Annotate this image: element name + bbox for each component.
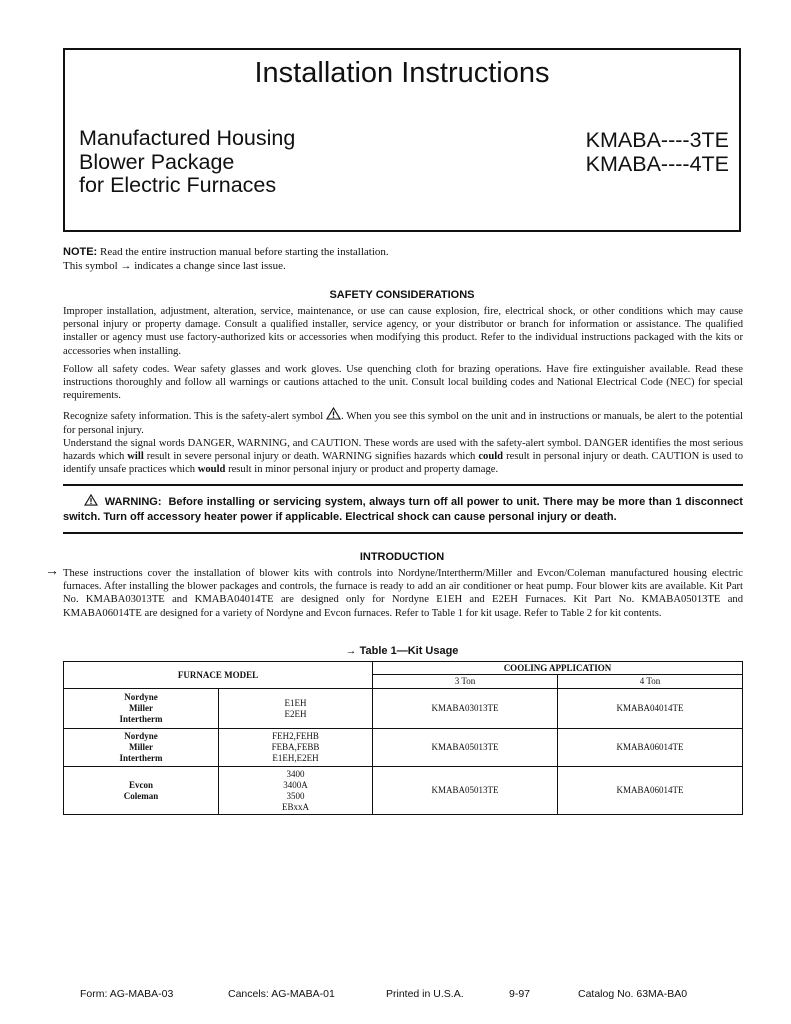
- model-number: KMABA----4TE: [585, 152, 729, 176]
- brand: Coleman: [123, 790, 159, 801]
- warning-top-rule: [63, 484, 743, 486]
- model-cell: [219, 767, 373, 815]
- warning-icon: [84, 494, 98, 510]
- emphasis-would: would: [197, 464, 226, 476]
- emphasis-could: could: [478, 451, 504, 463]
- introduction-heading: INTRODUCTION: [359, 551, 445, 563]
- subtitle-line: Manufactured Housing: [79, 126, 296, 150]
- column-header-3-ton: 3 Ton: [373, 675, 558, 689]
- note-text: Read the entire instruction manual before starting the installation.: [99, 246, 389, 258]
- introduction-paragraph: These instructions cover the installation of blower kits with controls into Nordyne/Intertherm/Miller and Evcon/Coleman manufactured housing electric furnaces. After installing the blower packages and controls, the furnace is ready to add an air conditioner or heat pump. Four blower kits are available. Kit Part No. KMABA03013TE and KMABA04014TE are designed only for Nordyne E1EH and E2EH Furnaces. Kit Part No. KMABA05013TE and KMABA06014TE are designed for a variety of Nordyne and Evcon furnaces. Refer to Table 1 for kit usage. Refer to Table 2 for kit contents.: [63, 568, 743, 619]
- safety-paragraph-3: [63, 407, 743, 437]
- furnace-model: FEBA,FEBB: [271, 742, 320, 752]
- signal-words-text: Understand the signal words DANGER, WARNING, and CAUTION. These words are used with the safety-alert symbol. DANGER identifies the most serious hazards which: [63, 438, 743, 463]
- model-cell: [219, 729, 373, 767]
- note-symbol-line: This symbol → indicates a change since last issue.: [63, 259, 286, 272]
- kit-usage-table: [63, 661, 743, 815]
- signal-words-text: result in minor personal injury or product and property damage.: [228, 464, 499, 476]
- warning-bottom-rule: [63, 532, 743, 534]
- emphasis-will: will: [127, 451, 144, 463]
- column-header-4-ton: 4 Ton: [558, 675, 743, 689]
- table-row: [64, 729, 743, 767]
- safety-paragraph-1: Improper installation, adjustment, alteration, service, maintenance, or use can cause explosion, fire, electrical shock, or other conditions which may cause personal injury or property damage. Consult a qualified installer, service agency, or your distributor or branch for information or assistance. The qualified installer or agency must use factory-authorized kits or accessories when modifying this product. Refer to the individual instructions packaged with the kits or accessories when installing.: [63, 306, 743, 357]
- kit-3-ton-cell: KMABA05013TE: [373, 767, 558, 815]
- furnace-model-header: FURNACE MODEL: [64, 662, 373, 689]
- subtitle-line: Blower Package: [79, 149, 235, 174]
- brand-cell: [64, 767, 219, 815]
- subtitle-line: for Electric Furnaces: [79, 173, 277, 197]
- brand: Miller: [129, 742, 153, 752]
- safety-heading: SAFETY CONSIDERATIONS: [329, 289, 475, 301]
- brand: Miller: [129, 703, 153, 713]
- furnace-model: EBxxA: [282, 801, 309, 812]
- furnace-model: 3500: [286, 790, 305, 801]
- kit-3-ton-cell: KMABA05013TE: [373, 729, 558, 767]
- footer-form: Form: AG-MABA-03: [80, 988, 174, 1000]
- kit-4-ton-cell: KMABA06014TE: [558, 729, 743, 767]
- brand: Evcon: [128, 779, 153, 790]
- table-row: [64, 767, 743, 815]
- footer-printed: Printed in U.S.A.: [386, 988, 464, 1000]
- signal-words-text: result in personal injury or death. CAUTION is used to identify unsafe practices which: [63, 451, 743, 476]
- model-number: KMABA----3TE: [585, 128, 729, 152]
- brand-cell: [64, 689, 219, 729]
- footer-cancels: Cancels: AG-MABA-01: [228, 988, 335, 1000]
- furnace-model: 3400A: [283, 779, 308, 790]
- safety-alert-text: Recognize safety information. This is the safety-alert symbol: [63, 411, 324, 422]
- furnace-model: 3400: [286, 768, 305, 779]
- warning-label: WARNING:: [104, 496, 162, 508]
- warning-text: Before installing or servicing system, always turn off all power to unit. There may be more than 1 disconnect switch. Turn off accessory heater power if applicable. Electrical shock can cause personal injury or death.: [63, 496, 743, 523]
- note-label: NOTE:: [63, 246, 98, 258]
- change-arrow-icon: →: [45, 564, 59, 579]
- table-caption: → Table 1—Kit Usage: [345, 645, 459, 657]
- kit-4-ton-cell: KMABA04014TE: [558, 689, 743, 729]
- model-numbers: [586, 128, 729, 176]
- document-subtitle: [79, 127, 295, 198]
- brand: Nordyne: [124, 692, 158, 702]
- brand: Nordyne: [124, 731, 158, 741]
- safety-alert-icon: [326, 407, 341, 424]
- cooling-application-header: COOLING APPLICATION: [373, 662, 743, 675]
- kit-4-ton-cell: KMABA06014TE: [558, 767, 743, 815]
- furnace-model: FEH2,FEHB: [272, 731, 319, 741]
- title-box: [63, 48, 741, 232]
- kit-3-ton-cell: KMABA03013TE: [373, 689, 558, 729]
- brand-cell: [64, 729, 219, 767]
- note-block: [63, 246, 741, 273]
- footer-date: 9-97: [509, 988, 531, 1000]
- brand: Intertherm: [119, 753, 163, 763]
- safety-paragraph-2: Follow all safety codes. Wear safety glasses and work gloves. Use quenching cloth for brazing operations. Have fire extinguisher available. Read these instructions thoroughly and follow all warnings or cautions attached to the unit. Consult local building codes and National Electrical Code (NEC) for special requirements.: [63, 364, 743, 402]
- furnace-model: E2EH: [284, 708, 307, 719]
- table-row: [64, 689, 743, 729]
- warning-block: [63, 494, 743, 524]
- safety-alert-text-end: . When you see this symbol on the unit and in instructions or manuals, be alert to the potential for personal injury.: [63, 411, 743, 437]
- furnace-model: E1EH,E2EH: [272, 753, 319, 763]
- furnace-model: E1EH: [284, 697, 307, 708]
- footer-catalog: Catalog No. 63MA-BA0: [578, 988, 688, 1000]
- brand: Intertherm: [119, 714, 163, 724]
- safety-paragraph-4: [63, 437, 743, 477]
- model-cell: [219, 689, 373, 729]
- signal-words-text: result in severe personal injury or death. WARNING signifies hazards which: [146, 451, 476, 463]
- document-title: Installation Instructions: [254, 57, 550, 89]
